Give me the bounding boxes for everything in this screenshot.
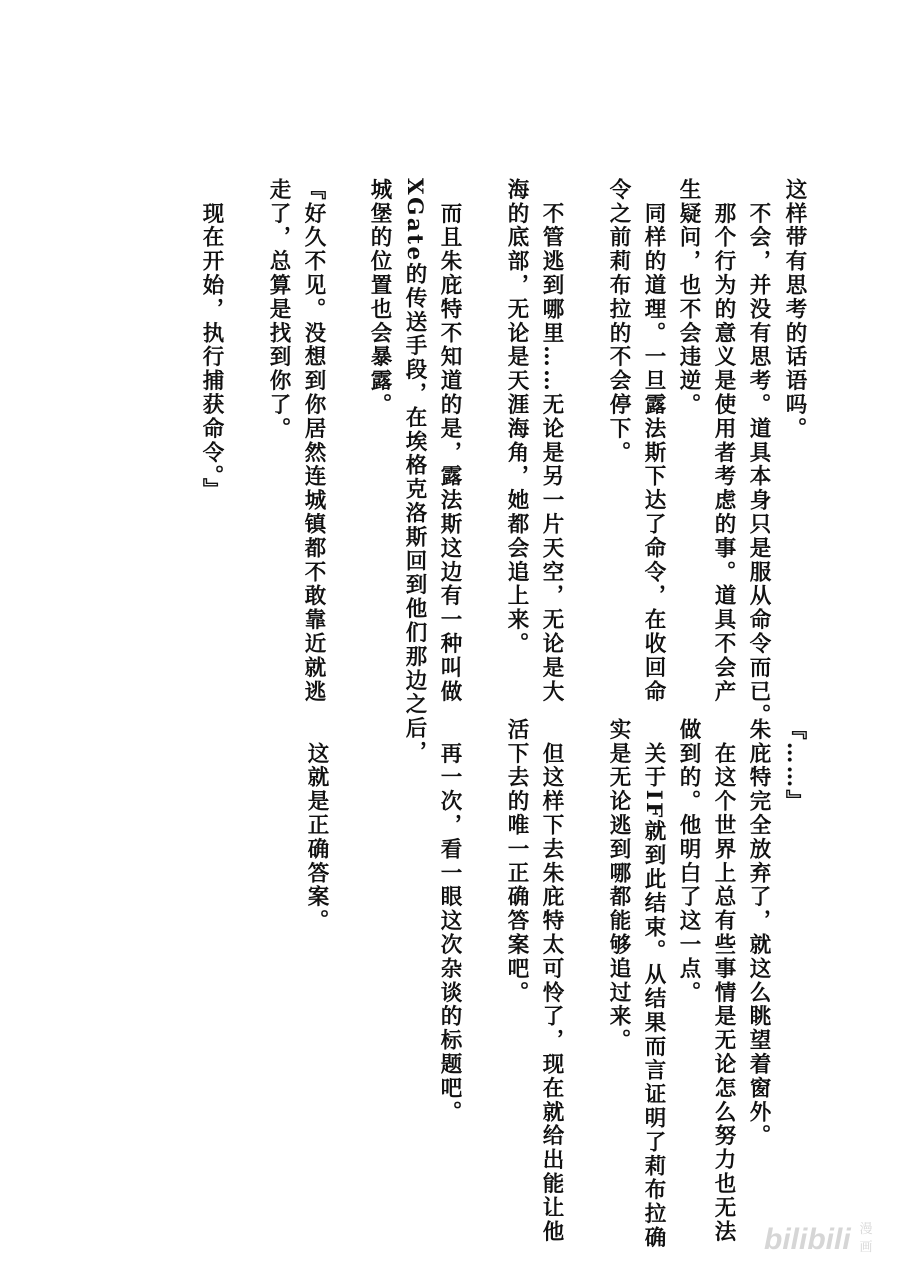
upper-text-column: 那个行为的意义是使用者考虑的事。道具不会产 [711, 178, 736, 704]
upper-text-column: 同样的道理。一旦露法斯下达了命令，在收回命 [641, 178, 666, 704]
upper-text-column: 城堡的位置也会暴露。 [367, 178, 392, 417]
upper-text-column: 『好久不见。没想到你居然连城镇都不敢靠近就逃 [301, 178, 326, 704]
watermark-label-bottom: 画 [859, 1240, 873, 1255]
upper-text-column: 走了，总算是找到你了。 [266, 178, 291, 441]
watermark-label-top: 漫 [859, 1222, 873, 1237]
upper-text-column: 不会，并没有思考。道具本身只是服从命令而已。 [746, 178, 771, 728]
upper-text-column: 令之前莉布拉的不会停下。 [606, 178, 631, 465]
lower-text-column: 关于IF就到此结束。从结果而言证明了莉布拉确 [641, 718, 666, 1251]
lower-text-column: 这就是正确答案。 [304, 718, 329, 934]
watermark-brand: bilibili [764, 1223, 851, 1256]
upper-text-column: 这样带有思考的话语吗。 [782, 178, 807, 441]
lower-text-column: 做到的。他明白了这一点。 [676, 718, 701, 1005]
upper-text-column: 生疑问，也不会违逆。 [676, 178, 701, 417]
upper-text-column: 现在开始，执行捕获命令。』 [199, 178, 224, 502]
upper-text-column: 海的底部，无论是天涯海角，她都会追上来。 [504, 178, 529, 656]
lower-text-column: 朱庇特完全放弃了，就这么眺望着窗外。 [746, 718, 771, 1149]
bilibili-comics-watermark [762, 1213, 880, 1261]
upper-text-column: XGate的传送手段，在埃格克洛斯回到他们那边之后， [402, 178, 427, 765]
lower-text-column: 在这个世界上总有些事情是无论怎么努力也无法 [711, 718, 736, 1244]
upper-text-column: 不管逃到哪里……无论是另一片天空，无论是大 [539, 178, 564, 704]
lower-text-column: 实是无论逃到哪都能够追过来。 [606, 718, 631, 1053]
lower-text-column: 活下去的唯一正确答案吧。 [504, 718, 529, 1005]
bilibili-logo-icon [762, 1213, 880, 1261]
lower-text-column: 『……』 [782, 718, 807, 814]
upper-text-column: 而且朱庇特不知道的是，露法斯这边有一种叫做 [437, 178, 462, 704]
lower-text-column: 但这样下去朱庇特太可怜了，现在就给出能让他 [539, 718, 564, 1244]
lower-text-column: 再一次，看一眼这次杂谈的标题吧。 [437, 718, 462, 1125]
